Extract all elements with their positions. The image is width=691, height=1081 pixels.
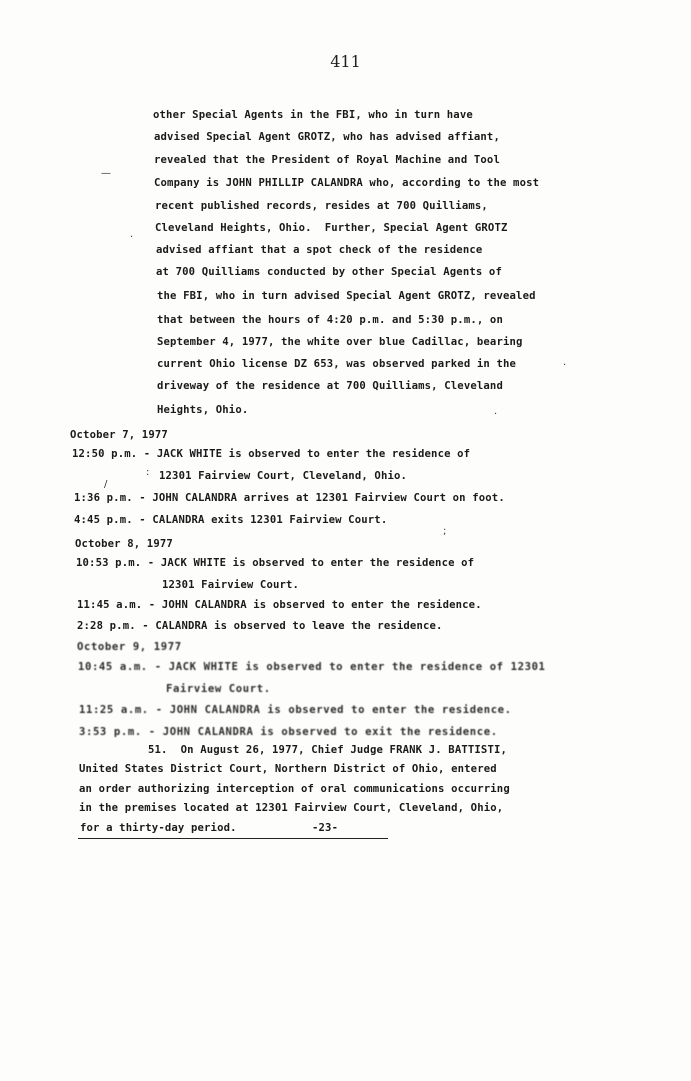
paragraph-line: other Special Agents in the FBI, who in turn have — [153, 109, 473, 121]
scan-mark: . — [563, 357, 567, 368]
paragraph-line: current Ohio license DZ 653, was observed parked in the — [157, 358, 517, 370]
scan-mark: : — [146, 467, 150, 478]
log-entry: 1:36 p.m. - JOHN CALANDRA arrives at 12301 Fairview Court on foot. — [74, 492, 505, 504]
log-entry: 3:53 p.m. - JOHN CALANDRA is observed to exit the residence. — [79, 726, 498, 738]
log-entry: 11:25 a.m. - JOHN CALANDRA is observed to enter the residence. — [79, 704, 512, 716]
page-number: 411 — [330, 52, 361, 71]
closing-line: 51. On August 26, 1977, Chief Judge FRANK J. BATTISTI, — [148, 744, 508, 756]
paragraph-line: Heights, Ohio. — [157, 404, 249, 416]
log-entry: 2:28 p.m. - CALANDRA is observed to leave the residence. — [77, 620, 443, 632]
closing-line: in the premises located at 12301 Fairview Court, Cleveland, Ohio, — [79, 802, 504, 814]
log-date: October 7, 1977 — [70, 429, 168, 441]
paragraph-line: September 4, 1977, the white over blue Cadillac, bearing — [157, 336, 523, 348]
paragraph-line: revealed that the President of Royal Machine and Tool — [154, 154, 500, 166]
log-entry-continuation: 12301 Fairview Court. — [162, 579, 300, 591]
scan-mark: . — [494, 406, 498, 417]
paragraph-line: the FBI, who in turn advised Special Agent GROTZ, revealed — [157, 290, 536, 302]
paragraph-line: that between the hours of 4:20 p.m. and 5:30 p.m., on — [157, 314, 503, 326]
paragraph-line: Company is JOHN PHILLIP CALANDRA who, according to the most — [154, 177, 540, 189]
log-entry: 12:50 p.m. - JACK WHITE is observed to enter the residence of — [72, 448, 471, 460]
scan-mark: . — [130, 229, 134, 240]
log-entry: 11:45 a.m. - JOHN CALANDRA is observed to enter the residence. — [77, 599, 482, 611]
log-date: October 9, 1977 — [77, 641, 182, 653]
log-entry: 4:45 p.m. - CALANDRA exits 12301 Fairview Court. — [74, 514, 388, 526]
closing-line: United States District Court, Northern District of Ohio, entered — [79, 763, 497, 775]
log-entry: 10:45 a.m. - JACK WHITE is observed to enter the residence of 12301 — [78, 661, 546, 673]
paragraph-line: advised affiant that a spot check of the residence — [156, 244, 483, 256]
scan-mark: — — [101, 168, 111, 179]
log-entry-continuation: 12301 Fairview Court, Cleveland, Ohio. — [159, 470, 408, 482]
log-entry-continuation: Fairview Court. — [166, 683, 271, 695]
bottom-rule — [78, 838, 388, 839]
paragraph-line: advised Special Agent GROTZ, who has advised affiant, — [154, 131, 500, 143]
scan-mark: / — [104, 479, 108, 490]
paragraph-line: at 700 Quilliams conducted by other Special Agents of — [156, 266, 502, 278]
paragraph-line: recent published records, resides at 700 Quilliams, — [155, 200, 488, 212]
closing-line: for a thirty-day period. — [80, 822, 237, 834]
log-date: October 8, 1977 — [75, 538, 173, 550]
closing-line: an order authorizing interception of oral communications occurring — [79, 783, 510, 795]
footer-page-number: -23- — [312, 822, 339, 834]
paragraph-line: driveway of the residence at 700 Quilliams, Cleveland — [157, 380, 503, 392]
paragraph-line: Cleveland Heights, Ohio. Further, Special Agent GROTZ — [155, 222, 508, 234]
scan-mark: ; — [443, 526, 447, 537]
log-entry: 10:53 p.m. - JACK WHITE is observed to enter the residence of — [76, 557, 475, 569]
